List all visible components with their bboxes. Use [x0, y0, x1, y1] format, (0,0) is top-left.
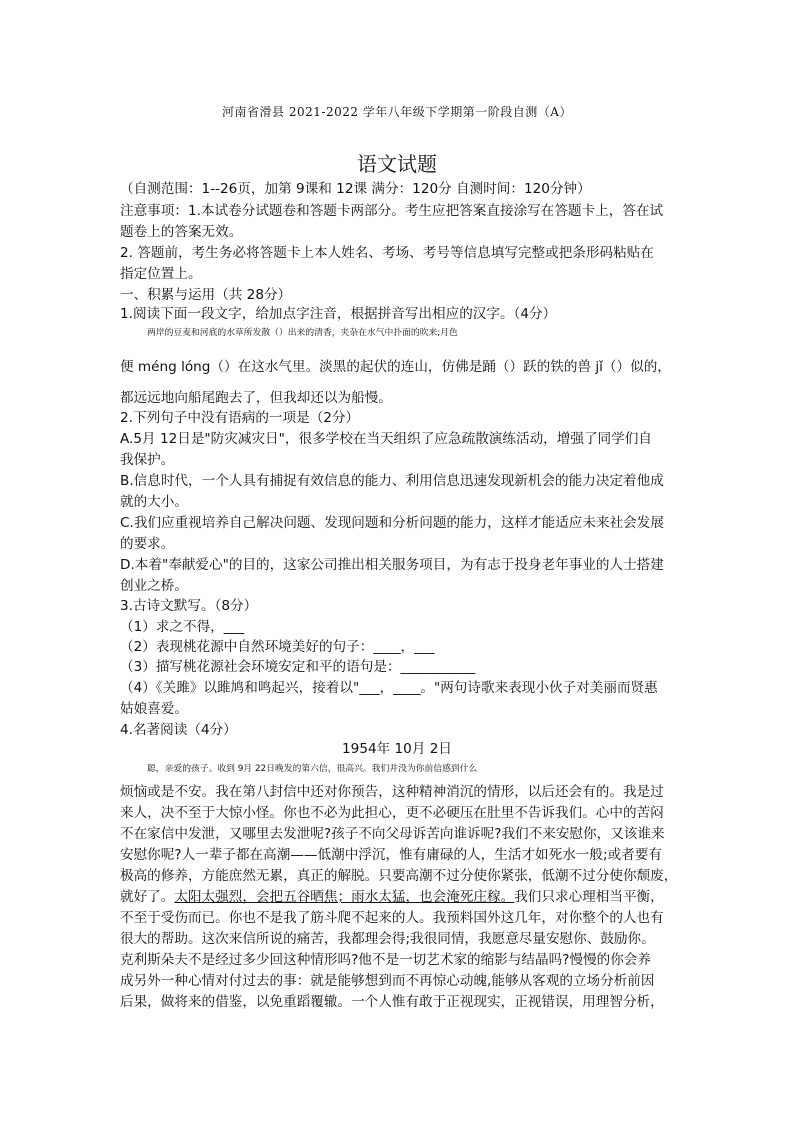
notice-line: 指定位置上。 [120, 266, 202, 282]
option-text: 就的大小。 [120, 494, 188, 510]
passage-text [120, 891, 680, 905]
subquestion-text: （1）求之不得，___ [120, 619, 245, 635]
passage-text: 都远远地向船尾跑去了，但我却还以为船慢。 [120, 390, 392, 406]
underlined-sentence: 太阳太强烈，会把五谷晒焦；雨水太猛，也会淹死庄稼。 [174, 889, 515, 905]
subquestion-text: 姑娘喜爱。 [120, 701, 188, 717]
passage-text: 克利斯朵夫不是经过多少回这种情形吗?他不是一切艺术家的缩影与结晶吗?慢慢的你会养 [120, 952, 651, 968]
passage-text: 来人，决不至于大惊小怪。你也不必为此担心，更不必硬压在肚里不告诉我们。心中的苦闷 [120, 805, 664, 821]
passage-text: 不在家信中发泄，又哪里去发泄呢?孩子不向父母诉苦向谁诉呢?我们不来安慰你，又该谁来 [120, 826, 665, 842]
option-text: D.本着"奉献爱心"的目的，这家公司推出相关服务项目，为有志于投身老年事业的人士搭建 [120, 557, 664, 573]
notice-line: 2. 答题前，考生务必将答题卡上本人姓名、考场、考号等信息填写完整或把条形码粘贴在 [120, 245, 654, 261]
question-text: 3.古诗文默写。（8分） [120, 598, 258, 614]
subquestion-text: （4）《关雎》以雎鸠和鸣起兴，接着以"___，____。"两句诗歌来表现小伙子对美丽而贤惠 [120, 680, 658, 696]
option-text: 创业之桥。 [120, 578, 188, 594]
passage-text: 安慰你呢?人一辈子都在高潮——低潮中浮沉，惟有庸碌的人，生活才如死水一般;或者要有 [120, 847, 662, 863]
notice-line: 注意事项：1.本试卷分试题卷和答题卡两部分。考生应把答案直接涂写在答题卡上，答在试 [120, 203, 664, 219]
option-text: 的要求。 [120, 536, 175, 552]
passage-text: 极高的修养，方能庶然无累，真正的解脱。只要高潮不过分使你紧张，低潮不过分使你颓废， [120, 868, 678, 884]
passage-text: 便 méng lóng（）在这水气里。淡黑的起伏的连山，仿佛是踊（）跃的铁的兽 jǐ（）似的， [120, 359, 671, 375]
passage-plain: 就好了。 [120, 889, 175, 905]
option-text: C.我们应重视培养自己解决问题、发现问题和分析问题的能力，这样才能适应未来社会发展 [120, 515, 664, 531]
passage-text: 很大的帮助。这次来信所说的痛苦，我都理会得;我很同情，我愿意尽量安慰你、鼓励你。 [120, 931, 655, 947]
passage-text: 两岸的豆麦和河底的水草所发散（）出来的清香，夹杂在水气中扑面的吹来;月色 [147, 328, 458, 338]
section-heading: 一、积累与运用（共 28分） [120, 287, 292, 303]
option-text: 我保护。 [120, 452, 175, 468]
passage-text: 不至于受伤而已。你也不是我了筋斗爬不起来的人。我预料国外这几年，对你整个的人也有 [120, 910, 664, 926]
option-text: A.5月 12日是"防灾减灾日"，很多学校在当天组织了应急疏散演练活动，增强了同学们自 [120, 431, 652, 447]
option-text: B.信息时代，一个人具有捕捉有效信息的能力、利用信息迅速发现新机会的能力决定着他成 [120, 473, 664, 489]
question-text: 2.下列句子中没有语病的一项是（2分） [120, 410, 360, 426]
question-text: 1.阅读下面一段文字，给加点字注音，根据拼音写出相应的汉字。（4分） [120, 306, 557, 322]
subquestion-text: （2）表现桃花源中自然环境美好的句子：____，___ [120, 639, 435, 655]
passage-text: 聪，亲爱的孩子。收到 9月 22日晚发的第六信，很高兴。我们并没为你前信感到什么 [147, 764, 478, 774]
passage-plain: 我们只求心理相当平衡， [514, 889, 664, 905]
page-title: 河南省滑县 2021-2022 学年八年级下学期第一阶段自测（A） [222, 105, 572, 119]
question-text: 4.名著阅读（4分） [120, 722, 237, 738]
page-subtitle: 语文试题 [357, 152, 437, 176]
passage-text: 烦恼或是不安。我在第八封信中还对你预告，这种精神消沉的情形，以后还会有的。我是过 [120, 784, 664, 800]
subquestion-text: （3）描写桃花源社会环境安定和平的语句是：___________ [120, 659, 476, 675]
letter-date: 1954年 10月 2日 [342, 741, 452, 757]
passage-text: 后果，做将来的借鉴，以免重蹈覆辙。一个人惟有敢于正视现实，正视错误，用理智分析， [120, 994, 664, 1010]
notice-line: 题卷上的答案无效。 [120, 224, 243, 240]
exam-scope-line: （自测范围：1--26页，加第 9课和 12课 满分：120分 自测时间：120分钟） [120, 181, 591, 197]
passage-text: 成另外一种心情对付过去的事：就是能够想到而不再惊心动魄,能够从客观的立场分析前因 [120, 973, 655, 989]
